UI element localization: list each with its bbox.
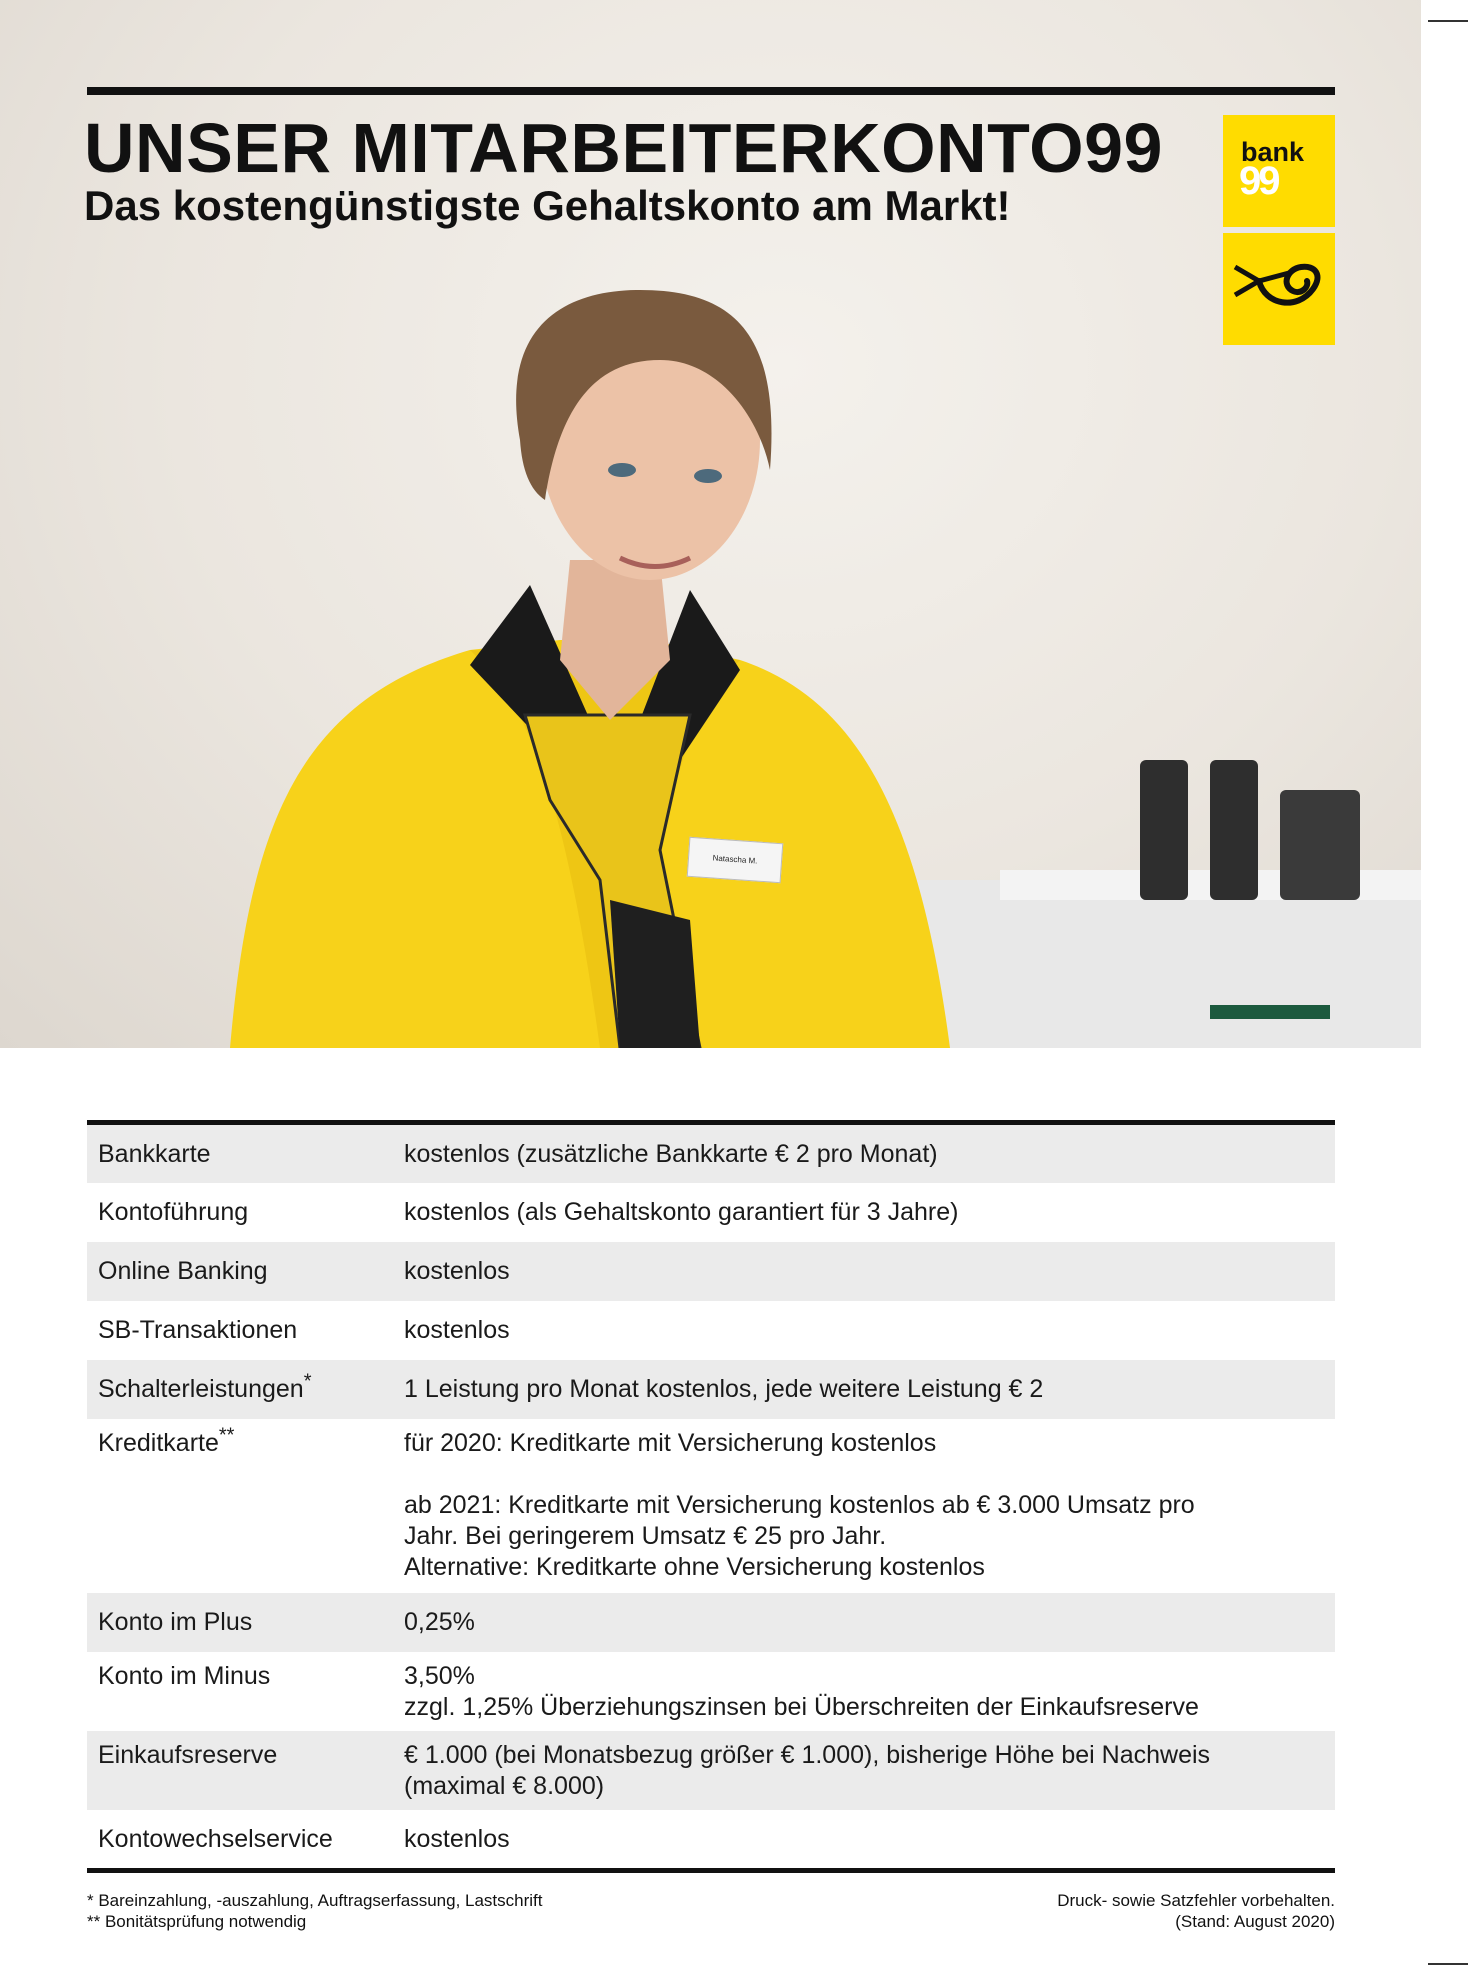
table-row-konto-im-minus: [87, 1652, 1335, 1731]
crop-mark-bottom: [1428, 1963, 1468, 1965]
row-label: SB-Transaktionen: [98, 1316, 298, 1344]
page-subtitle: Das kostengünstigste Gehaltskonto am Markt!: [84, 182, 1011, 229]
row-label: [87, 1360, 404, 1419]
table-row-einkaufsreserve: [87, 1731, 1335, 1810]
value-line: € 1.000 (bei Monatsbezug größer € 1.000), bisherige Höhe bei Nachweis: [404, 1741, 1211, 1769]
table-rule-bottom: [87, 1868, 1335, 1873]
footnotes-left: [87, 1890, 543, 1932]
header-rule: [87, 87, 1335, 95]
bank99-logo-number: 99: [1239, 159, 1278, 203]
row-value: [404, 1731, 1335, 1810]
row-label-text: Schalterleistungen: [98, 1375, 304, 1403]
value-line: ab 2021: Kreditkarte mit Versicherung kostenlos ab € 3.000 Umsatz pro: [404, 1491, 1195, 1519]
table-row-konto-im-plus: [87, 1593, 1335, 1652]
row-label: Einkaufsreserve: [87, 1731, 404, 1810]
value-line: für 2020: Kreditkarte mit Versicherung kostenlos: [404, 1429, 937, 1457]
table-row-schalterleistungen: [87, 1360, 1335, 1419]
disclaimer-line: Druck- sowie Satzfehler vorbehalten.: [1057, 1891, 1335, 1910]
row-value: kostenlos: [404, 1825, 510, 1853]
crop-mark-top: [1428, 20, 1468, 22]
row-label: Bankkarte: [87, 1125, 404, 1183]
row-label: Konto im Minus: [98, 1662, 271, 1690]
footnote-mark: *: [303, 1370, 312, 1393]
post-horn-icon: [1231, 259, 1327, 319]
row-label: Online Banking: [87, 1242, 404, 1301]
row-label: Konto im Plus: [87, 1593, 404, 1652]
table-row-kontowechselservice: [87, 1810, 1335, 1868]
table-row-kreditkarte: [87, 1419, 1335, 1593]
table-row-kontofuehrung: [87, 1183, 1335, 1242]
value-line: (maximal € 8.000): [404, 1772, 605, 1800]
row-label: Kontowechselservice: [98, 1825, 333, 1853]
table-row-online-banking: [87, 1242, 1335, 1301]
row-value: 1 Leistung pro Monat kostenlos, jede weitere Leistung € 2: [404, 1360, 1335, 1419]
conditions-table: [87, 1120, 1335, 1873]
post-horn-logo: [1223, 233, 1335, 345]
row-value: [404, 1419, 1335, 1593]
row-value: [404, 1652, 1335, 1731]
value-line: zzgl. 1,25% Überziehungszinsen bei Überschreiten der Einkaufsreserve: [404, 1693, 1199, 1721]
name-tag: Natascha M.: [687, 837, 784, 883]
footnote-line: * Bareinzahlung, -auszahlung, Auftragserfassung, Lastschrift: [87, 1891, 543, 1910]
row-label: [87, 1419, 404, 1593]
footnote-mark: **: [218, 1424, 235, 1447]
row-value: kostenlos (als Gehaltskonto garantiert für 3 Jahre): [404, 1198, 959, 1226]
row-label: Kontoführung: [98, 1198, 249, 1226]
footnotes-right: [1057, 1890, 1335, 1932]
footnote-line: ** Bonitätsprüfung notwendig: [87, 1912, 307, 1931]
value-line: 3,50%: [404, 1662, 475, 1690]
value-line: Alternative: Kreditkarte ohne Versicherung kostenlos: [404, 1553, 985, 1581]
row-label-text: Kreditkarte: [98, 1429, 219, 1457]
row-value: kostenlos: [404, 1242, 1335, 1301]
page-title: UNSER MITARBEITERKONTO99: [84, 109, 1163, 187]
value-gap: [404, 1459, 1325, 1490]
bank99-logo-word: bank: [1241, 137, 1305, 167]
row-value: kostenlos (zusätzliche Bankkarte € 2 pro Monat): [404, 1125, 1335, 1183]
disclaimer-line: (Stand: August 2020): [1175, 1912, 1335, 1931]
value-line: Jahr. Bei geringerem Umsatz € 25 pro Jahr.: [404, 1522, 887, 1550]
bank99-logo: [1223, 115, 1335, 227]
table-row-bankkarte: [87, 1125, 1335, 1183]
row-value: 0,25%: [404, 1593, 1335, 1652]
table-row-sb-transaktionen: [87, 1301, 1335, 1360]
row-value: kostenlos: [404, 1316, 510, 1344]
